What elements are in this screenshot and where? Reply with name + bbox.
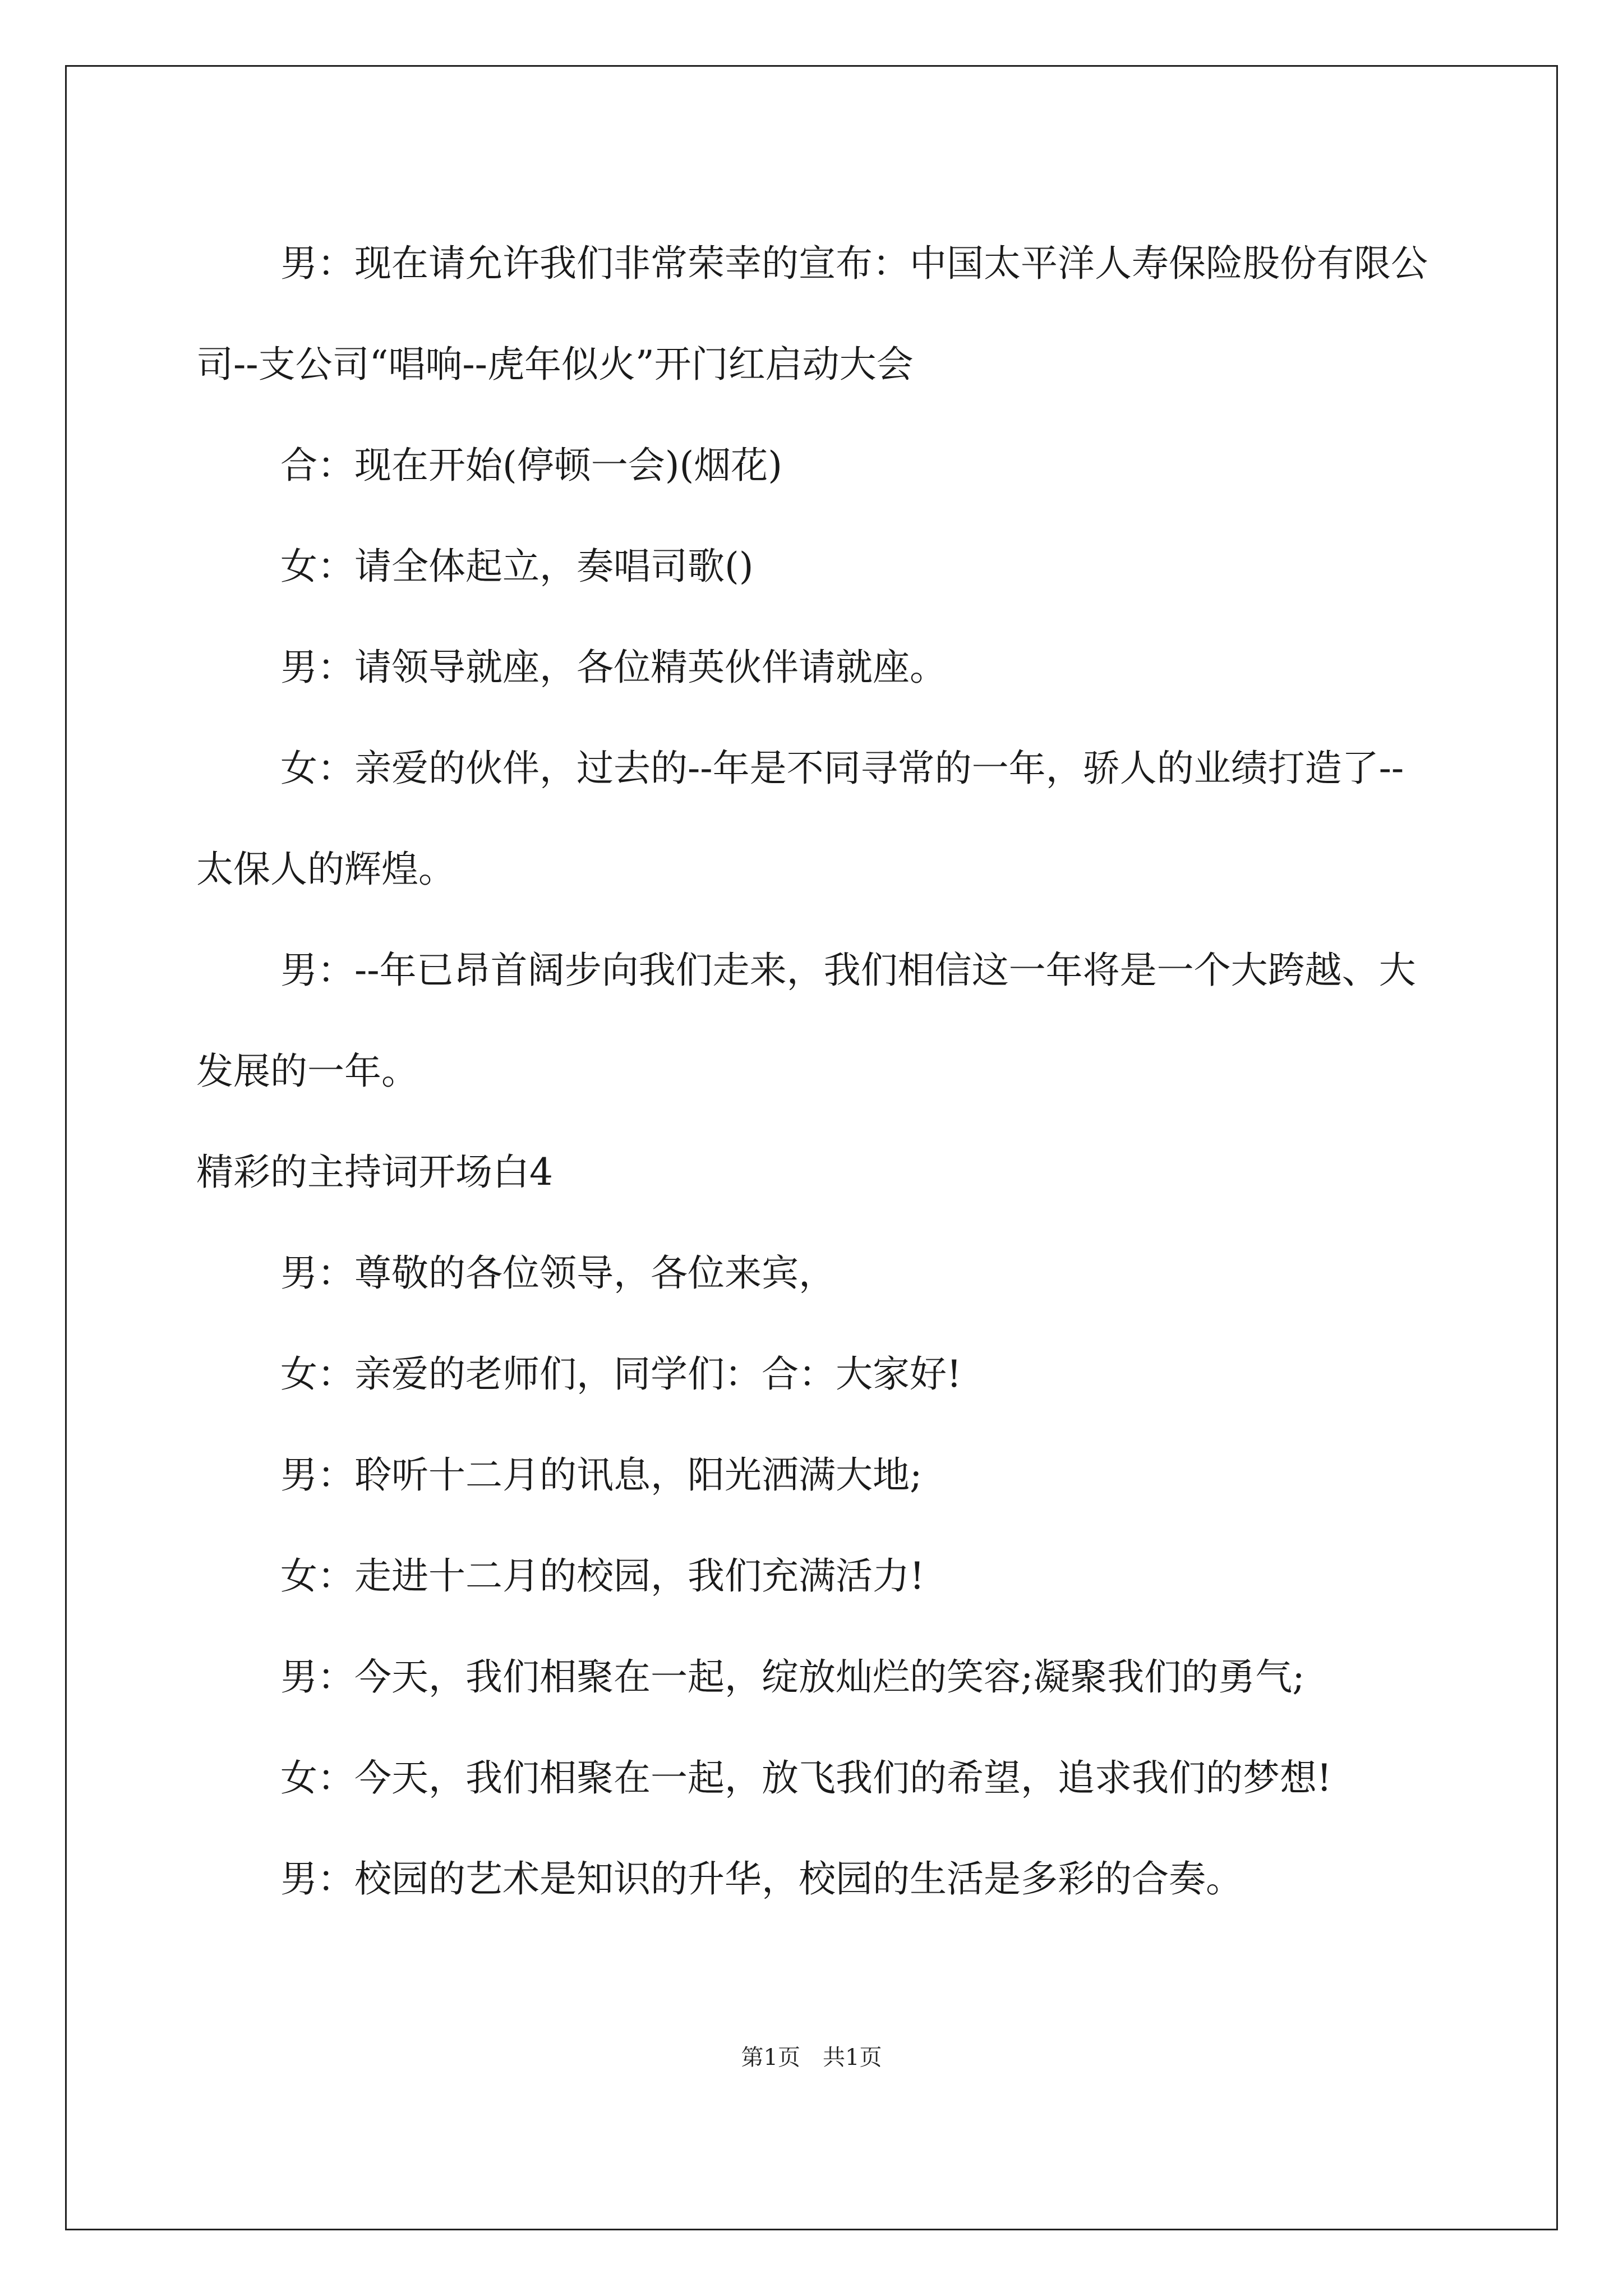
paragraph: 男：请领导就座，各位精英伙伴请就座。 [280,646,947,689]
paragraph: 男：--年已昂首阔步向我们走来，我们相信这一年将是一个大跨越、大发展的一年。 [196,949,1416,1093]
section-heading: 精彩的主持词开场白4 [196,1151,553,1194]
paragraph: 女：今天，我们相聚在一起，放飞我们的希望，追求我们的梦想! [280,1756,1332,1800]
page-footer: 第1页 共1页 [741,2045,882,2070]
paragraph: 男：聆听十二月的讯息，阳光洒满大地; [280,1453,923,1497]
paragraph: 男：尊敬的各位领导，各位来宾， [280,1251,836,1295]
paragraph: 合：现在开始(停顿一会)(烟花) [280,444,782,487]
document-body [196,213,1430,1930]
paragraph: 女：请全体起立，奏唱司歌() [280,545,754,588]
paragraph: 女：走进十二月的校园，我们充满活力! [280,1554,925,1598]
paragraph: 男：今天，我们相聚在一起，绽放灿烂的笑容;凝聚我们的勇气; [280,1655,1305,1699]
paragraph: 男：现在请允许我们非常荣幸的宣布：中国太平洋人寿保险股份有限公司--支公司“唱响--虎年似火”开门红启动大会 [196,242,1428,386]
paragraph: 女：亲爱的伙伴，过去的--年是不同寻常的一年，骄人的业绩打造了--太保人的辉煌。 [196,747,1404,891]
paragraph: 男：校园的艺术是知识的升华，校园的生活是多彩的合奏。 [280,1857,1243,1901]
paragraph: 女：亲爱的老师们，同学们：合：大家好! [280,1352,962,1396]
